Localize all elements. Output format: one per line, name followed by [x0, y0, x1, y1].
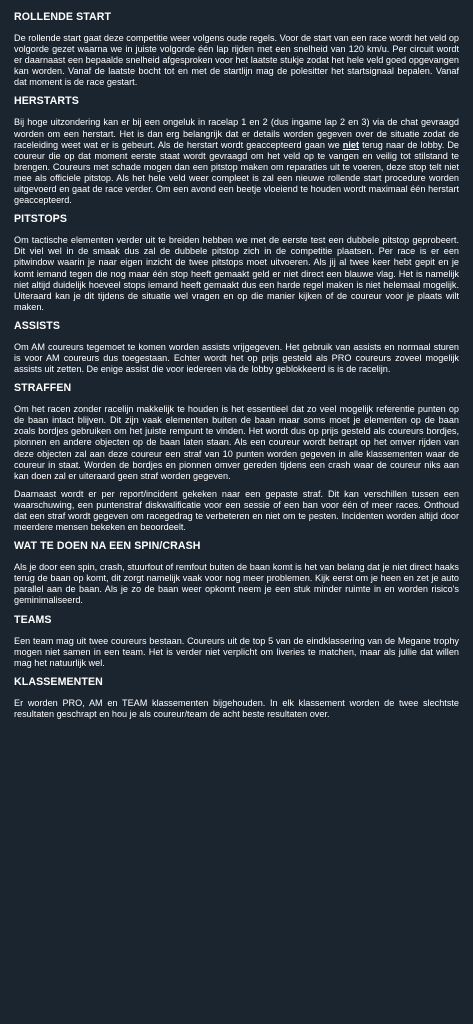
section-title: STRAFFEN [14, 382, 72, 395]
section-herstarts [14, 95, 459, 206]
section-paragraph: Om AM coureurs tegemoet te komen worden assists vrijgegeven. Het gebruik van assists en normaal sturen is voor AM coureurs dus toegestaan. Echter wordt het op prijs gesteld als PRO coureurs zoveel mogelijk assists uit zetten. De enige assist die voor iedereen via de lobby geblokkeerd is is de racelijn. [14, 341, 459, 375]
section-paragraph: Als je door een spin, crash, stuurfout of remfout buiten de baan komt is het van belang dat je niet direct haaks terug de baan op komt, dit zorgt namelijk vaak voor nog meer problemen. Kijk eerst om je heen en zet je auto parallel aan de baan. Als je zo de baan weer opkomt neem je een stuk minder ruimte in en worden risico's geminimaliseerd. [14, 562, 459, 606]
section-title: PITSTOPS [14, 213, 67, 226]
section-title: HERSTARTS [14, 95, 79, 108]
section-paragraph: Er worden PRO, AM en TEAM klassementen bijgehouden. In elk klassement worden de twee slechtste resultaten geschrapt en hou je als coureur/team de acht beste resultaten over. [14, 697, 459, 719]
section-paragraph: Een team mag uit twee coureurs bestaan. Coureurs uit de top 5 van de eindklassering van de Megane trophy mogen niet samen in een team. Het is verder niet verplicht om liveries te matchen, maar als jullie dat willen mag het natuurlijk wel. [14, 635, 459, 668]
section-paragraph [14, 117, 459, 206]
section-title: ROLLENDE START [14, 11, 112, 23]
section-title: KLASSEMENTEN [14, 675, 103, 688]
section-pitstops [14, 213, 459, 313]
section-title: ASSISTS [14, 319, 61, 332]
section-assists [14, 320, 459, 375]
section-rollende-start [14, 11, 459, 88]
section-klassementen [14, 676, 459, 720]
section-title: WAT TE DOEN NA EEN SPIN/CRASH [14, 540, 201, 553]
paragraph-text: terug naar de lobby. De coureur die op dat moment eerste staat wordt gevraagd om het veld op te vangen en veilig tot stilstand te brengen. Coureurs met schade mogen dan een pitstop maken om reparaties uit te voeren, deze stop telt niet mee als officiele pitstop. Als het hele veld weer compleet is zal een nieuwe rollende start procedure worden uitgevoerd en gaat de race verder. Om een avond een beetje vloeiend te houden wordt maximaal één herstart geaccepteerd. [14, 139, 459, 206]
section-title: TEAMS [14, 613, 52, 626]
emphasized-word: niet [342, 139, 359, 150]
section-teams [14, 614, 459, 669]
section-paragraph: Om het racen zonder racelijn makkelijk te houden is het essentieel dat zo veel mogelijk referentie punten op de baan intact blijven. Dit zijn vaak elementen buiten de baan maar soms moet je elementen op de baan zoals bordjes gebruiken om het juiste rempunt te vinden. Het wordt dus op prijs gesteld als coureurs bordjes, pionnen en andere objecten op de baan laten staan. Als een coureur wordt betrapt op het omver rijden van deze objecten zal aan deze coureur een straf van 10 punten worden gegeven in alle klassementen waar de coureur in staat. Worden de bordjes en pionnen omver gereden tijdens een crash waar de coureur niks aan kan doen zal er uiteraard geen straf worden gegeven. [14, 404, 459, 481]
paragraph-text: Bij hoge uitzondering kan er bij een ongeluk in racelap 1 en 2 (dus ingame lap 2 en 3) via de chat gevraagd worden om een herstart. Het is dan erg belangrijk dat er details worden gegeven over de situatie zodat de raceleiding weet wat er is gebeurt. Als de herstart wordt geaccepteerd gaan we [14, 117, 459, 150]
section-paragraph: De rollende start gaat deze competitie weer volgens oude regels. Voor de start van een race wordt het veld op volgorde gezet waarna we in juiste volgorde één lap rijden met een snelheid van 120 km/u. Per circuit wordt er daarnaast een bepaalde snelheid afgesproken voor het laatste stukje zodat het hele veld goed opgevangen kan worden. Vanaf de laatste bocht tot en met de startlijn mag de polesitter het startsignaal bepalen. Vanaf dat moment is de race gestart. [14, 33, 459, 88]
section-straffen [14, 382, 459, 533]
section-spin-crash [14, 540, 459, 606]
section-paragraph: Daarnaast wordt er per report/incident gekeken naar een gepaste straf. Dit kan verschillen tussen een waarschuwing, een puntenstraf diskwalificatie voor een sessie of een ban voor één of meer races. Onthoud dat een straf wordt gegeven om racegedrag te verbeteren en niet om te pesten. Incidenten worden altijd door meerdere mensen bekeken en beoordeelt. [14, 488, 459, 533]
section-paragraph: Om tactische elementen verder uit te breiden hebben we met de eerste test een dubbele pitstop geprobeert. Dit viel wel in de smaak dus zal de dubbele pitstop zich in de competitie plaatsen. Per race is er een pitwindow waarin je naar eigen inzicht de twee pitstops moet uitvoeren. Als jij al twee keer hebt gepit en je komt iemand tegen die nog maar één stop heeft gemaakt geld er niet direct een blauwe vlag. Het is namelijk niet altijd duidelijk hoeveel stops iemand heeft gemaakt dus een harde regel maken is niet helemaal mogelijk. Uiteraard kan je dit tijdens de situatie wel vragen en op die manier kijken of de coureur voor je plaats wilt maken. [14, 235, 459, 312]
